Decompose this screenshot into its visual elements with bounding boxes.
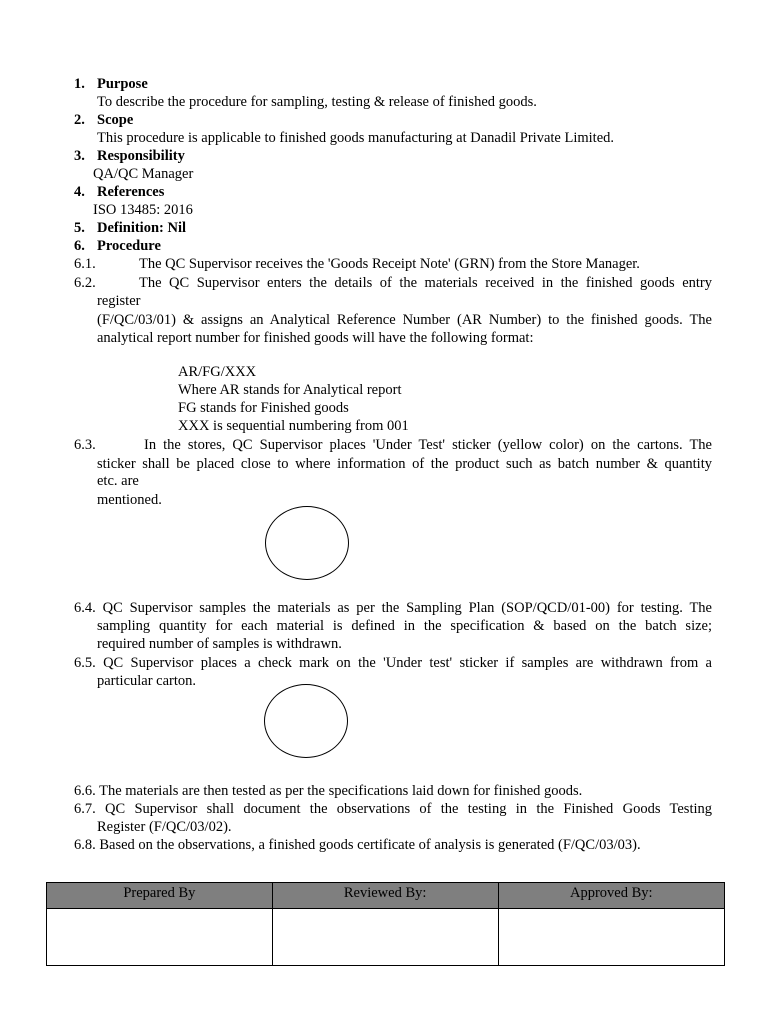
section-title-procedure: Procedure — [97, 238, 161, 254]
section-body-scope: This procedure is applicable to finished goods manufacturing at Danadil Private Limited. — [97, 130, 615, 146]
format-line: FG stands for Finished goods — [178, 400, 349, 416]
section-number: 5. — [74, 220, 85, 236]
step-6-4-line: 6.4. QC Supervisor samples the materials as per the Sampling Plan (SOP/QCD/01-00) for testing. The — [74, 600, 712, 616]
section-title-purpose: Purpose — [97, 76, 148, 92]
step-6-3-line: In the stores, QC Supervisor places 'Under Test' sticker (yellow color) on the cartons. The — [144, 437, 712, 453]
section-number: 2. — [74, 112, 85, 128]
step-6-8-line: 6.8. Based on the observations, a finished goods certificate of analysis is generated (F/QC/03/03). — [74, 837, 641, 853]
section-number: 6. — [74, 238, 85, 254]
section-title-references: References — [97, 184, 165, 200]
format-line: Where AR stands for Analytical report — [178, 382, 402, 398]
signoff-table — [46, 882, 725, 966]
section-number: 4. — [74, 184, 85, 200]
prepared-by-cell — [47, 909, 273, 966]
check-mark-circle-shape — [264, 684, 348, 758]
section-title-responsibility: Responsibility — [97, 148, 185, 164]
step-6-3-line: sticker shall be placed close to where information of the product such as batch number & quantity — [97, 456, 712, 472]
section-number: 1. — [74, 76, 85, 92]
step-6-4-line: sampling quantity for each material is defined in the specification & based on the batch size; — [97, 618, 712, 634]
step-number: 6.2. — [74, 275, 96, 291]
step-number: 6.1. — [74, 256, 96, 272]
step-6-5-line: 6.5. QC Supervisor places a check mark on the 'Under test' sticker if samples are withdrawn from a — [74, 655, 712, 671]
step-6-1-text: The QC Supervisor receives the 'Goods Receipt Note' (GRN) from the Store Manager. — [139, 256, 640, 272]
format-code: AR/FG/XXX — [178, 364, 257, 380]
step-number: 6.3. — [74, 437, 96, 453]
reviewed-by-header: Reviewed By: — [272, 883, 498, 909]
step-6-6-line: 6.6. The materials are then tested as per the specifications laid down for finished goods. — [74, 783, 583, 799]
step-6-7-line: Register (F/QC/03/02). — [97, 819, 232, 835]
step-6-2-line: analytical report number for finished goods will have the following format: — [97, 330, 534, 346]
reviewed-by-cell — [272, 909, 498, 966]
section-number: 3. — [74, 148, 85, 164]
step-6-5-line: particular carton. — [97, 673, 197, 689]
format-line: XXX is sequential numbering from 001 — [178, 418, 409, 434]
approved-by-header: Approved By: — [498, 883, 724, 909]
sticker-circle-shape — [265, 506, 349, 580]
section-title-definition: Definition: Nil — [97, 220, 187, 236]
step-6-2-line: register — [97, 293, 141, 309]
step-6-2-line: The QC Supervisor enters the details of the materials received in the finished goods entry — [139, 275, 712, 291]
approved-by-cell — [498, 909, 724, 966]
step-6-2-line: (F/QC/03/01) & assigns an Analytical Reference Number (AR Number) to the finished goods. The — [97, 312, 712, 328]
step-6-7-line: 6.7. QC Supervisor shall document the observations of the testing in the Finished Goods Testing — [74, 801, 712, 817]
step-6-4-line: required number of samples is withdrawn. — [97, 636, 342, 652]
section-body-references: ISO 13485: 2016 — [93, 202, 193, 218]
section-body-purpose: To describe the procedure for sampling, testing & release of finished goods. — [97, 94, 537, 110]
prepared-by-header: Prepared By — [47, 883, 273, 909]
section-title-scope: Scope — [97, 112, 134, 128]
step-6-3-line: mentioned. — [97, 492, 162, 508]
section-body-responsibility: QA/QC Manager — [93, 166, 194, 182]
step-6-3-line: etc. are — [97, 473, 139, 489]
